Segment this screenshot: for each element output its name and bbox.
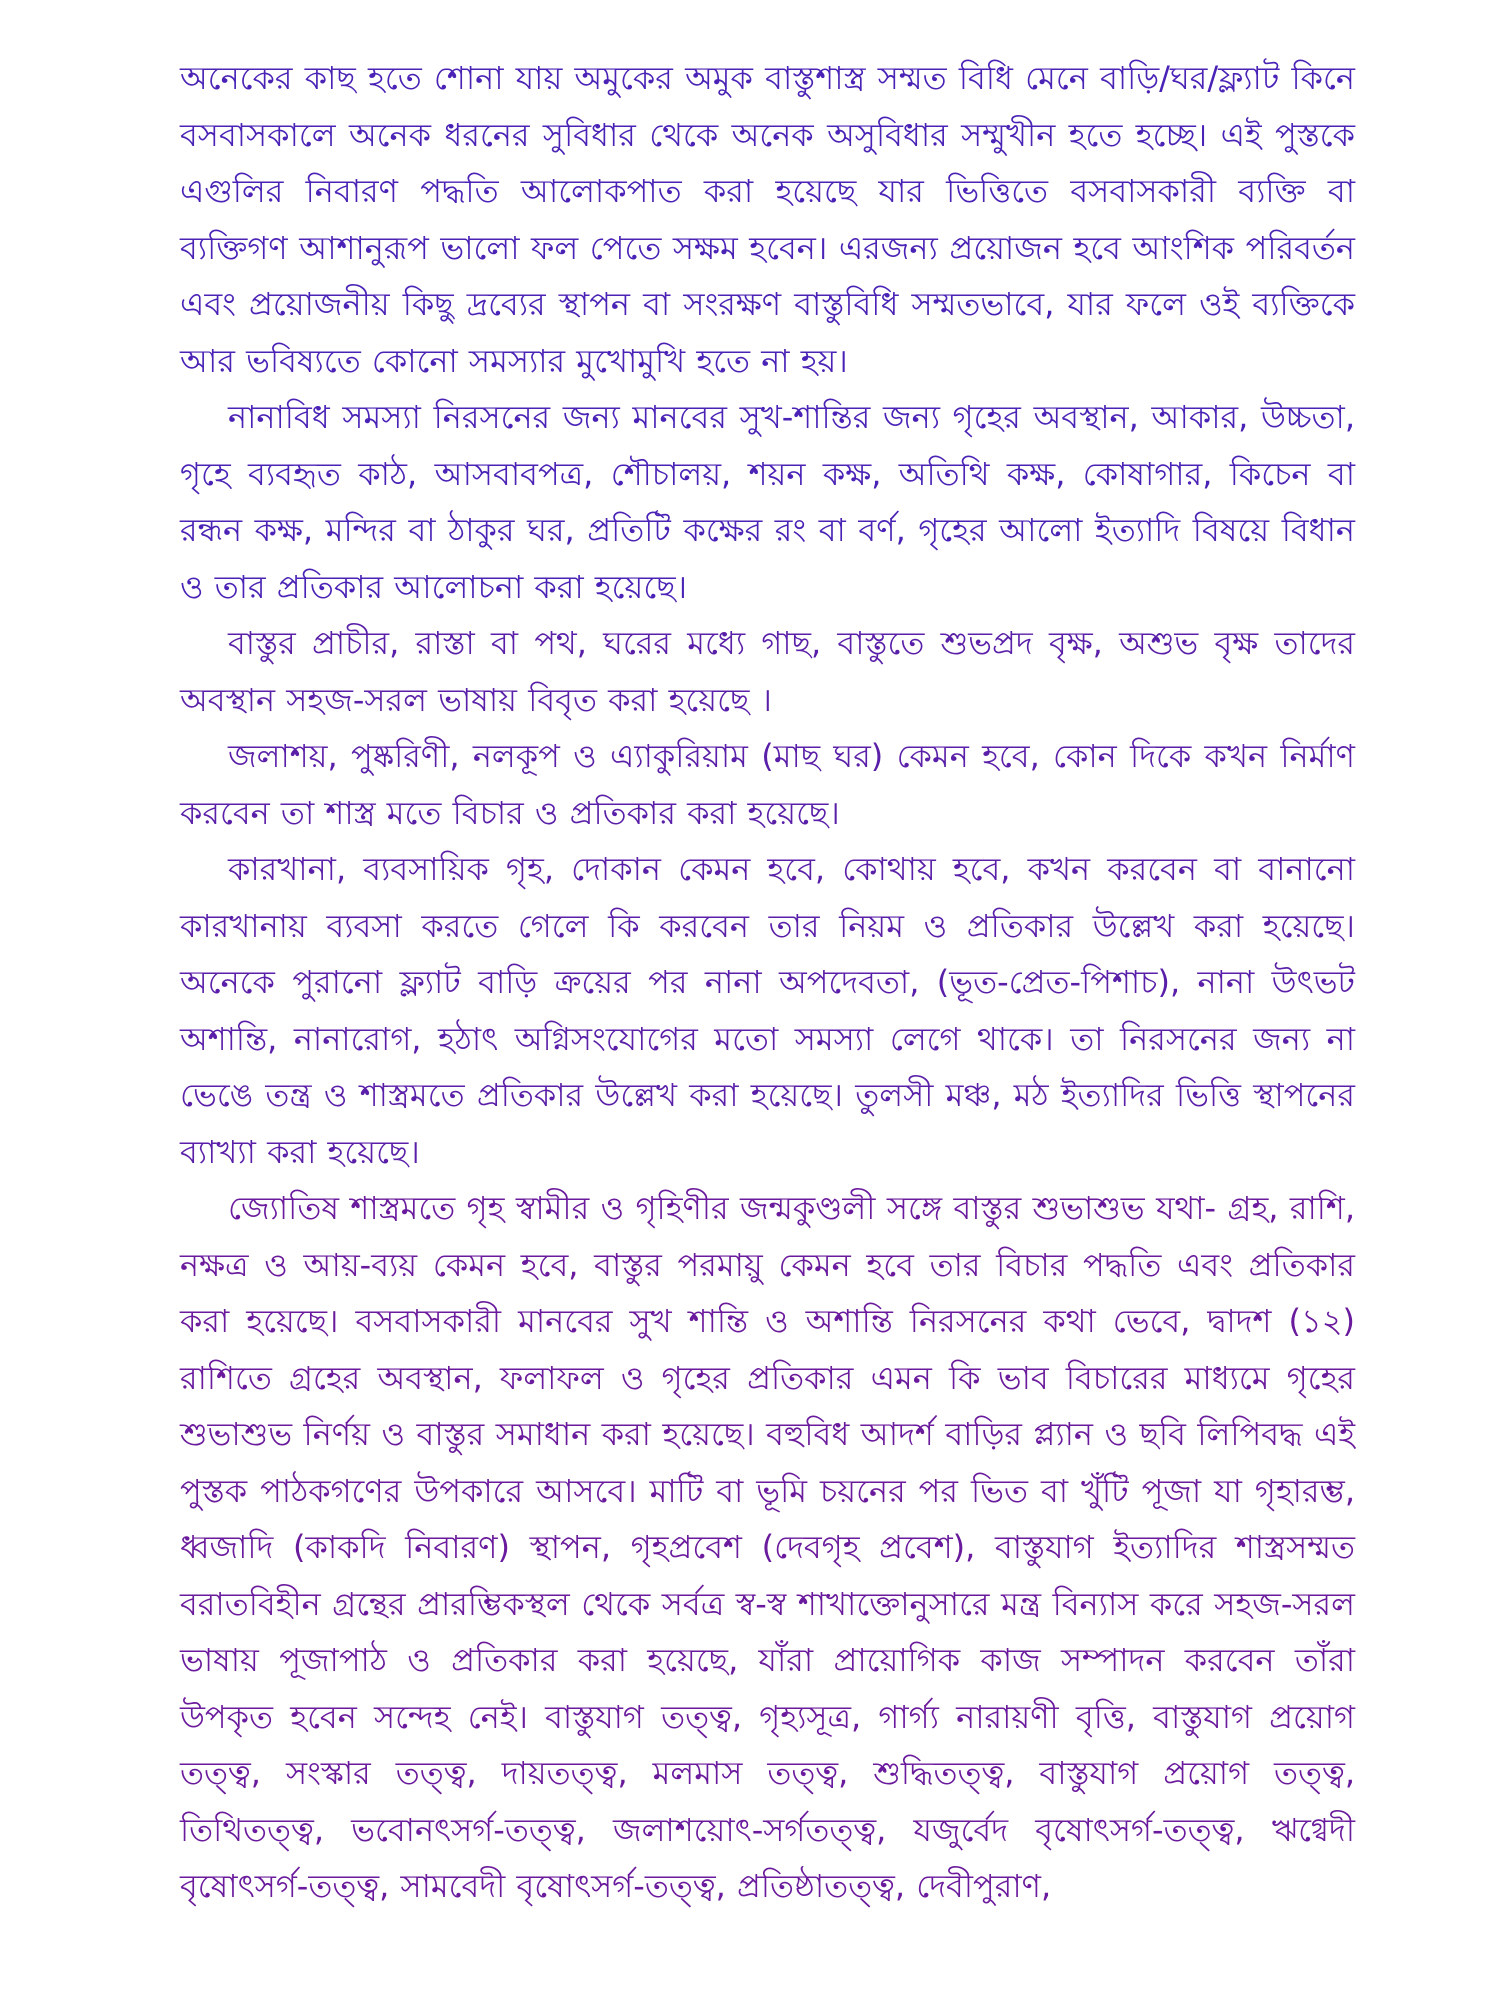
document-page bbox=[180, 50, 1355, 1970]
paragraph-5: কারখানা, ব্যবসায়িক গৃহ, দোকান কেমন হবে, কোথায় হবে, কখন করবেন বা বানানো কারখানায় ব্যবসা করতে গেলে কি করবেন তার নিয়ম ও প্রতিকার উল্লেখ করা হয়েছে। অনেকে পুরানো ফ্ল্যাট বাড়ি ক্রয়ের পর নানা অপদেবতা, (ভূত-প্রেত-পিশাচ), নানা উৎভট অশান্তি, নানারোগ, হঠাৎ অগ্নিসংযোগের মতো সমস্যা লেগে থাকে। তা নিরসনের জন্য না ভেঙে তন্ত্র ও শাস্ত্রমতে প্রতিকার উল্লেখ করা হয়েছে। তুলসী মঞ্চ, মঠ ইত্যাদির ভিত্তি স্থাপনের ব্যাখ্যা করা হয়েছে। bbox=[180, 850, 1355, 1171]
paragraph-3: বাস্তুর প্রাচীর, রাস্তা বা পথ, ঘরের মধ্যে গাছ, বাস্তুতে শুভপ্রদ বৃক্ষ, অশুভ বৃক্ষ তাদের অবস্থান সহজ-সরল ভাষায় বিবৃত করা হয়েছে । bbox=[180, 624, 1355, 719]
paragraph-6: জ্যোতিষ শাস্ত্রমতে গৃহ স্বামীর ও গৃহিণীর জন্মকুণ্ডলী সঙ্গে বাস্তুর শুভাশুভ যথা- গ্রহ, রাশি, নক্ষত্র ও আয়-ব্যয় কেমন হবে, বাস্তুর পরমায়ু কেমন হবে তার বিচার পদ্ধতি এবং প্রতিকার করা হয়েছে। বসবাসকারী মানবের সুখ শান্তি ও অশান্তি নিরসনের কথা ভেবে, দ্বাদশ (১২) রাশিতে গ্রহের অবস্থান, ফলাফল ও গৃহের প্রতিকার এমন কি ভাব বিচারের মাধ্যমে গৃহের শুভাশুভ নির্ণয় ও বাস্তুর সমাধান করা হয়েছে। বহুবিধ আদর্শ বাড়ির প্ল্যান ও ছবি লিপিবদ্ধ এই পুস্তক পাঠকগণের উপকারে আসবে। মাটি বা ভূমি চয়নের পর ভিত বা খুঁটি পূজা যা গৃহারম্ভ, ধ্বজাদি (কাকদি নিবারণ) স্থাপন, গৃহপ্রবেশ (দেবগৃহ প্রবেশ), বাস্তুযাগ ইত্যাদির শাস্ত্রসম্মত বরাতবিহীন গ্রন্থের প্রারম্ভিকস্থল থেকে সর্বত্র স্ব-স্ব শাখাক্তোনুসারে মন্ত্র বিন্যাস করে সহজ-সরল ভাষায় পূজাপাঠ ও প্রতিকার করা হয়েছে, যাঁরা প্রায়োগিক কাজ সম্পাদন করবেন তাঁরা উপকৃত হবেন সন্দেহ নেই। বাস্তুযাগ তত্ত্ব, গৃহ্যসূত্র, গার্গ্য নারায়ণী বৃত্তি, বাস্তুযাগ প্রয়োগ তত্ত্ব, সংস্কার তত্ত্ব, দায়তত্ত্ব, মলমাস তত্ত্ব, শুদ্ধিতত্ত্ব, বাস্তুযাগ প্রয়োগ তত্ত্ব, তিথিতত্ত্ব, ভবোনৎসর্গ-তত্ত্ব, জলাশয়োৎ-সর্গতত্ত্ব, যজুর্বেদ বৃষোৎসর্গ-তত্ত্ব, ঋগ্বেদী বৃষোৎসর্গ-তত্ত্ব, সামবেদী বৃষোৎসর্গ-তত্ত্ব, প্রতিষ্ঠাতত্ত্ব, দেবীপুরাণ, bbox=[180, 1189, 1355, 1905]
paragraph-1: অনেকের কাছ হতে শোনা যায় অমুকের অমুক বাস্তুশাস্ত্র সম্মত বিধি মেনে বাড়ি/ঘর/ফ্ল্যাট কিনে বসবাসকালে অনেক ধরনের সুবিধার থেকে অনেক অসুবিধার সম্মুখীন হতে হচ্ছে। এই পুস্তকে এগুলির নিবারণ পদ্ধতি আলোকপাত করা হয়েছে যার ভিত্তিতে বসবাসকারী ব্যক্তি বা ব্যক্তিগণ আশানুরূপ ভালো ফল পেতে সক্ষম হবেন। এরজন্য প্রয়োজন হবে আংশিক পরিবর্তন এবং প্রয়োজনীয় কিছু দ্রব্যের স্থাপন বা সংরক্ষণ বাস্তুবিধি সম্মতভাবে, যার ফলে ওই ব্যক্তিকে আর ভবিষ্যতে কোনো সমস্যার মুখোমুখি হতে না হয়। bbox=[180, 59, 1355, 380]
paragraph-4: জলাশয়, পুষ্করিণী, নলকূপ ও এ্যাকুরিয়াম (মাছ ঘর) কেমন হবে, কোন দিকে কখন নির্মাণ করবেন তা শাস্ত্র মতে বিচার ও প্রতিকার করা হয়েছে। bbox=[180, 737, 1355, 832]
paragraph-2: নানাবিধ সমস্যা নিরসনের জন্য মানবের সুখ-শান্তির জন্য গৃহের অবস্থান, আকার, উচ্চতা, গৃহে ব্যবহৃত কাঠ, আসবাবপত্র, শৌচালয়, শয়ন কক্ষ, অতিথি কক্ষ, কোষাগার, কিচেন বা রন্ধন কক্ষ, মন্দির বা ঠাকুর ঘর, প্রতিটি কক্ষের রং বা বর্ণ, গৃহের আলো ইত্যাদি বিষয়ে বিধান ও তার প্রতিকার আলোচনা করা হয়েছে। bbox=[180, 398, 1356, 606]
